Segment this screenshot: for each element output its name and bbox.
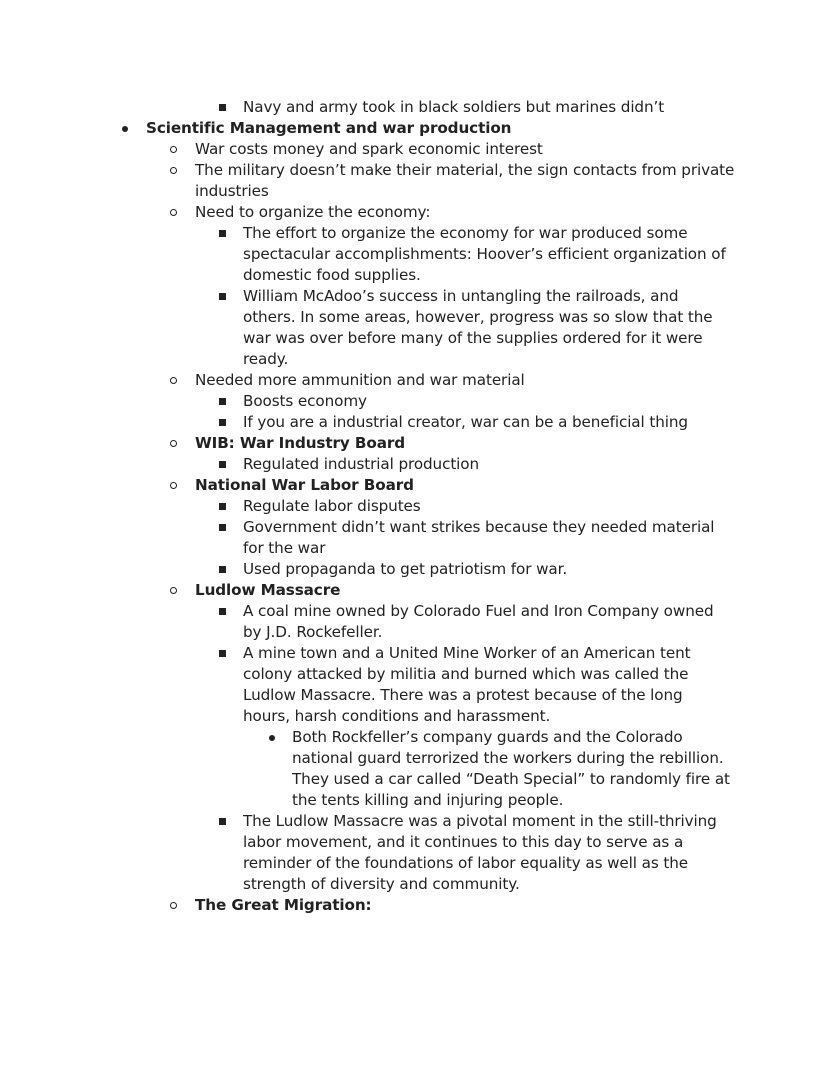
dot-bullet-icon bbox=[266, 727, 278, 748]
list-item bbox=[0, 139, 735, 160]
square-bullet-icon bbox=[216, 496, 228, 517]
subheading-item bbox=[0, 433, 735, 454]
list-item bbox=[0, 559, 733, 580]
list-item-text: WIB: War Industry Board bbox=[195, 434, 406, 452]
square-bullet-icon bbox=[216, 223, 228, 244]
square-bullet-icon bbox=[216, 811, 228, 832]
list-item bbox=[0, 454, 733, 475]
list-item-text: If you are a industrial creator, war can be a beneficial thing bbox=[243, 413, 688, 431]
list-item-text: Need to organize the economy: bbox=[195, 203, 431, 221]
list-item bbox=[0, 286, 733, 370]
circle-bullet-icon bbox=[167, 895, 179, 916]
list-item-text: Regulate labor disputes bbox=[243, 497, 421, 515]
square-bullet-icon bbox=[216, 391, 228, 412]
subheading-item bbox=[0, 475, 735, 496]
circle-bullet-icon bbox=[167, 139, 179, 160]
square-bullet-icon bbox=[216, 601, 228, 622]
list-item bbox=[0, 223, 733, 286]
list-item-text: Boosts economy bbox=[243, 392, 367, 410]
circle-bullet-icon bbox=[167, 580, 179, 601]
list-item bbox=[0, 811, 733, 895]
list-item bbox=[0, 391, 733, 412]
list-item-text: Both Rockfeller’s company guards and the Colorado national guard terrorized the workers during the rebillion. They used a car called “Death Special” to randomly fire at the tents killing and injuring people. bbox=[292, 728, 730, 809]
list-item-text: A coal mine owned by Colorado Fuel and Iron Company owned by J.D. Rockefeller. bbox=[243, 602, 714, 641]
list-item-text: William McAdoo’s success in untangling the railroads, and others. In some areas, however, progress was so slow that the war was over before many of the supplies ordered for it were ready. bbox=[243, 287, 713, 368]
square-bullet-icon bbox=[216, 97, 228, 118]
list-item-text: The Great Migration: bbox=[195, 896, 372, 914]
list-item-text: National War Labor Board bbox=[195, 476, 414, 494]
square-bullet-icon bbox=[216, 412, 228, 433]
document-page bbox=[0, 97, 828, 916]
section-heading-item bbox=[0, 118, 746, 139]
square-bullet-icon bbox=[216, 643, 228, 664]
list-item-text: A mine town and a United Mine Worker of an American tent colony attacked by militia and burned which was called the Ludlow Massacre. There was a protest because of the long hours, harsh conditions and harassment. bbox=[243, 644, 691, 725]
list-item-text: The effort to organize the economy for war produced some spectacular accomplishments: Hoover’s efficient organization of domestic food supplies. bbox=[243, 224, 726, 284]
list-item-text: The Ludlow Massacre was a pivotal moment in the still-thriving labor movement, and it continues to this day to serve as a reminder of the foundations of labor equality as well as the strength of diversity and community. bbox=[243, 812, 717, 893]
circle-bullet-icon bbox=[167, 202, 179, 223]
list-item bbox=[0, 97, 733, 118]
list-item-text: Regulated industrial production bbox=[243, 455, 480, 473]
list-item bbox=[0, 517, 733, 559]
circle-bullet-icon bbox=[167, 370, 179, 391]
list-item bbox=[0, 643, 733, 727]
list-item-text: Needed more ammunition and war material bbox=[195, 371, 525, 389]
square-bullet-icon bbox=[216, 454, 228, 475]
list-item-text: Government didn’t want strikes because they needed material for the war bbox=[243, 518, 715, 557]
list-item-text: Used propaganda to get patriotism for war. bbox=[243, 560, 568, 578]
list-item bbox=[0, 496, 733, 517]
dot-bullet-icon bbox=[119, 118, 131, 139]
list-item-text: War costs money and spark economic interest bbox=[195, 140, 543, 158]
square-bullet-icon bbox=[216, 517, 228, 538]
square-bullet-icon bbox=[216, 286, 228, 307]
list-item bbox=[0, 370, 735, 391]
list-item bbox=[0, 412, 733, 433]
subheading-item bbox=[0, 580, 735, 601]
list-item bbox=[0, 601, 733, 643]
square-bullet-icon bbox=[216, 559, 228, 580]
list-item bbox=[0, 202, 735, 223]
list-item-text: The military doesn’t make their material, the sign contacts from private industries bbox=[195, 161, 735, 200]
subheading-item bbox=[0, 895, 735, 916]
circle-bullet-icon bbox=[167, 433, 179, 454]
list-item bbox=[0, 727, 732, 811]
list-item bbox=[0, 160, 735, 202]
list-item-text: Navy and army took in black soldiers but marines didn’t bbox=[243, 98, 665, 116]
circle-bullet-icon bbox=[167, 160, 179, 181]
circle-bullet-icon bbox=[167, 475, 179, 496]
list-item-text: Ludlow Massacre bbox=[195, 581, 341, 599]
list-item-text: Scientific Management and war production bbox=[146, 119, 512, 137]
